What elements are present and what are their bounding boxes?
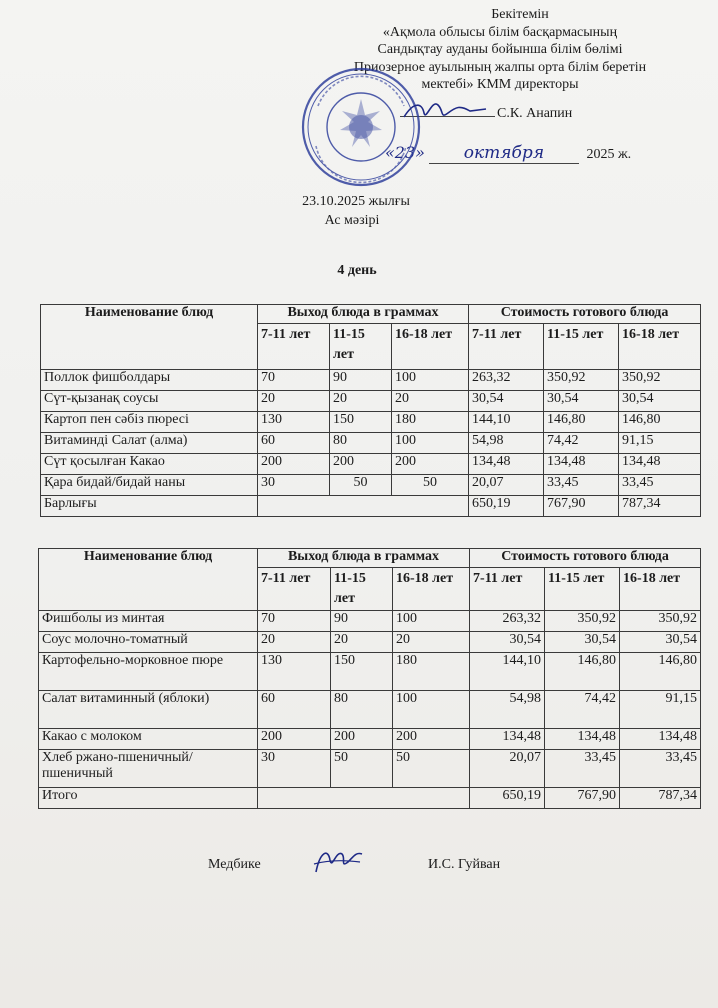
dish-name: Соус молочно-томатный	[39, 632, 258, 653]
yield-value: 20	[258, 632, 331, 653]
approval-date-year: 2025 ж.	[586, 147, 632, 162]
total-label: Барлығы	[41, 496, 258, 517]
cost-value: 30,54	[545, 632, 620, 653]
dish-name: Поллок фишболдары	[41, 370, 258, 391]
header-yield: Выход блюда в граммах	[258, 549, 470, 568]
yield-value: 50	[330, 475, 392, 496]
yield-value: 20	[393, 632, 470, 653]
yield-value: 20	[392, 391, 469, 412]
menu-day: 4 день	[337, 263, 377, 278]
yield-value: 130	[258, 653, 331, 691]
yield-value: 150	[331, 653, 393, 691]
dish-name: Хлеб ржано-пшеничный/пшеничный	[39, 750, 258, 788]
yield-value: 90	[330, 370, 392, 391]
header-age: 11-15 лет	[545, 568, 620, 611]
cost-value: 33,45	[620, 750, 701, 788]
yield-value: 100	[393, 691, 470, 729]
header-age: 11-15 лет	[544, 324, 619, 370]
table-row	[39, 691, 701, 729]
document-date: 23.10.2025 жылғы	[302, 194, 410, 209]
cost-value: 30,54	[620, 632, 701, 653]
yield-value: 180	[393, 653, 470, 691]
dish-name: Сүт-қызанақ соусы	[41, 391, 258, 412]
header-yield: Выход блюда в граммах	[258, 305, 469, 324]
total-label: Итого	[39, 788, 258, 809]
yield-value: 20	[330, 391, 392, 412]
table-row	[39, 632, 701, 653]
yield-value: 130	[258, 412, 330, 433]
cost-value: 144,10	[470, 653, 545, 691]
director-name: С.К. Анапин	[497, 106, 573, 121]
cost-value: 74,42	[544, 433, 619, 454]
nurse-name: И.С. Гуйван	[428, 857, 501, 872]
cost-value: 30,54	[544, 391, 619, 412]
header-age: 11-15 лет	[330, 324, 392, 370]
nurse-signature-icon	[310, 842, 366, 880]
total-cost: 767,90	[544, 496, 619, 517]
cost-value: 146,80	[620, 653, 701, 691]
cost-value: 74,42	[545, 691, 620, 729]
yield-value: 200	[392, 454, 469, 475]
dish-name: Сүт қосылған Какао	[41, 454, 258, 475]
official-seal-stamp-icon	[300, 66, 422, 188]
yield-value: 100	[392, 433, 469, 454]
dish-name: Картофельно-морковное пюре	[39, 653, 258, 691]
nurse-label: Медбике	[208, 857, 261, 872]
yield-value: 20	[331, 632, 393, 653]
yield-value: 50	[331, 750, 393, 788]
yield-value: 30	[258, 475, 330, 496]
header-age: 7-11 лет	[470, 568, 545, 611]
cost-value: 54,98	[470, 691, 545, 729]
approval-title: Бекітемін	[491, 7, 549, 22]
cost-value: 263,32	[470, 611, 545, 632]
table-row	[41, 475, 701, 496]
cost-value: 144,10	[469, 412, 544, 433]
header-age: 16-18 лет	[393, 568, 470, 611]
cost-value: 350,92	[620, 611, 701, 632]
table-row	[39, 750, 701, 788]
yield-value: 80	[331, 691, 393, 729]
cost-value: 30,54	[469, 391, 544, 412]
header-cost: Стоимость готового блюда	[469, 305, 701, 324]
cost-value: 134,48	[469, 454, 544, 475]
dish-name: Какао с молоком	[39, 729, 258, 750]
cost-value: 20,07	[470, 750, 545, 788]
dish-name: Салат витаминный (яблоки)	[39, 691, 258, 729]
yield-value: 50	[392, 475, 469, 496]
dish-name: Қара бидай/бидай наны	[41, 475, 258, 496]
cost-value: 134,48	[620, 729, 701, 750]
header-age: 16-18 лет	[392, 324, 469, 370]
yield-value: 30	[258, 750, 331, 788]
cost-value: 30,54	[619, 391, 701, 412]
table-row	[41, 433, 701, 454]
header-age: 16-18 лет	[620, 568, 701, 611]
table-row	[41, 454, 701, 475]
menu-table-kazakh	[40, 304, 701, 517]
approval-date-day: «23»	[385, 143, 425, 162]
cost-value: 134,48	[470, 729, 545, 750]
cost-value: 134,48	[619, 454, 701, 475]
dish-name: Картоп пен сәбіз пюресі	[41, 412, 258, 433]
yield-value: 200	[393, 729, 470, 750]
table-row	[41, 412, 701, 433]
yield-value: 200	[331, 729, 393, 750]
director-signature-icon	[400, 95, 490, 125]
cost-value: 30,54	[470, 632, 545, 653]
cost-value: 33,45	[544, 475, 619, 496]
header-dish: Наименование блюд	[39, 549, 258, 611]
yield-value: 150	[330, 412, 392, 433]
total-cost: 767,90	[545, 788, 620, 809]
yield-value: 200	[258, 454, 330, 475]
table-row	[39, 611, 701, 632]
header-age: 7-11 лет	[469, 324, 544, 370]
table-row	[41, 391, 701, 412]
yield-value: 70	[258, 611, 331, 632]
yield-value: 180	[392, 412, 469, 433]
cost-value: 350,92	[545, 611, 620, 632]
cost-value: 134,48	[544, 454, 619, 475]
yield-value: 70	[258, 370, 330, 391]
dish-name: Витаминді Салат (алма)	[41, 433, 258, 454]
menu-title: Ас мәзірі	[324, 213, 380, 228]
cost-value: 33,45	[619, 475, 701, 496]
cost-value: 263,32	[469, 370, 544, 391]
total-row	[39, 788, 701, 809]
cost-value: 54,98	[469, 433, 544, 454]
total-cost: 787,34	[620, 788, 701, 809]
cost-value: 146,80	[619, 412, 701, 433]
total-cost: 650,19	[470, 788, 545, 809]
cost-value: 146,80	[544, 412, 619, 433]
approval-date-month: октября	[429, 143, 579, 164]
table-row	[39, 729, 701, 750]
header-age: 16-18 лет	[619, 324, 701, 370]
yield-value: 20	[258, 391, 330, 412]
yield-value: 100	[392, 370, 469, 391]
cost-value: 146,80	[545, 653, 620, 691]
cost-value: 91,15	[620, 691, 701, 729]
table-row	[39, 653, 701, 691]
yield-value: 200	[258, 729, 331, 750]
cost-value: 350,92	[619, 370, 701, 391]
header-age: 7-11 лет	[258, 324, 330, 370]
header-cost: Стоимость готового блюда	[470, 549, 701, 568]
yield-value: 100	[393, 611, 470, 632]
approval-line: Приозерное ауылының жалпы орта білім беретін	[353, 59, 647, 75]
cost-value: 33,45	[545, 750, 620, 788]
dish-name: Фишболы из минтая	[39, 611, 258, 632]
approval-line: мектебі» КММ директоры	[421, 77, 579, 92]
yield-value: 60	[258, 691, 331, 729]
yield-value: 80	[330, 433, 392, 454]
cost-value: 350,92	[544, 370, 619, 391]
yield-value: 200	[330, 454, 392, 475]
approval-line: Сандықтау ауданы бойынша білім бөлімі	[377, 42, 623, 57]
header-age: 11-15 лет	[331, 568, 393, 611]
total-cost: 650,19	[469, 496, 544, 517]
cost-value: 134,48	[545, 729, 620, 750]
menu-table-russian	[38, 548, 701, 809]
total-row	[41, 496, 701, 517]
table-row	[41, 370, 701, 391]
total-cost: 787,34	[619, 496, 701, 517]
yield-value: 60	[258, 433, 330, 454]
header-age: 7-11 лет	[258, 568, 331, 611]
approval-line: «Ақмола облысы білім басқармасының	[382, 24, 618, 40]
cost-value: 20,07	[469, 475, 544, 496]
yield-value: 50	[393, 750, 470, 788]
cost-value: 91,15	[619, 433, 701, 454]
yield-value: 90	[331, 611, 393, 632]
header-dish: Наименование блюд	[41, 305, 258, 370]
